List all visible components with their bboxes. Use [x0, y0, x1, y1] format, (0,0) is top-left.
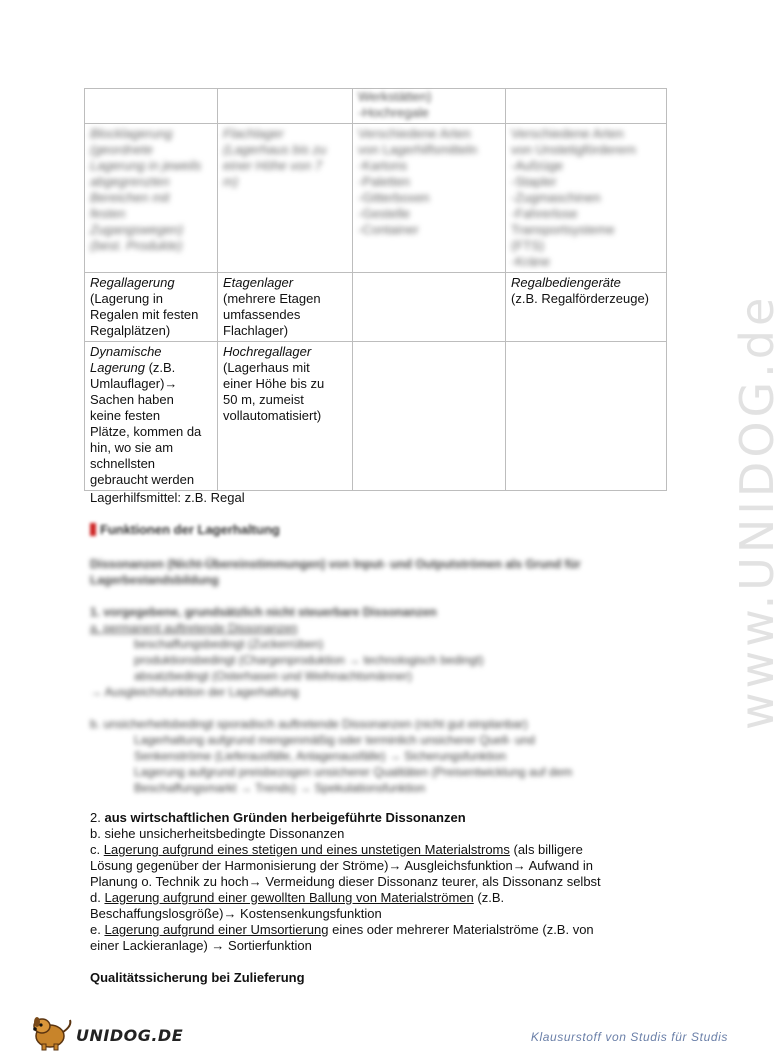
item-underlined: Lagerung aufgrund eines stetigen und eines unstetigen Materialstroms — [103, 842, 510, 857]
blurred-item-1b: b. unsicherheitsbedingt sporadisch auftretende Dissonanzen (nicht gut einplanbar) — [90, 717, 528, 731]
blurred-item-1a: a. permanent auftretende Dissonanzen — [90, 621, 298, 635]
blurred-line: Beschaffungsmarkt → Trends) → Spekulationsfunktion — [134, 781, 426, 795]
logo-text: UNIDOG.DE — [76, 1026, 184, 1045]
blurred-line: → Ausgleichsfunktion der Lagerhaltung — [90, 685, 299, 699]
item-e — [90, 922, 594, 938]
bullet-marker — [90, 523, 96, 536]
lagerhilfsmittel-text: Lagerhilfsmittel: z.B. Regal — [90, 490, 245, 505]
item-c-line-2: Lösung gegenüber der Harmonisierung der Ströme)→ Ausgleichsfunktion→ Aufwand in — [90, 858, 593, 873]
table-cell: Flachlager (Lagerhaus bis zu einer Höhe von 7 m) — [218, 124, 353, 273]
table-cell — [85, 342, 218, 491]
cell-title: Regallagerung — [90, 275, 175, 290]
table-cell — [353, 342, 506, 491]
item-rest: (z.B. — [473, 890, 505, 905]
table-row — [85, 124, 667, 273]
watermark-text: www.UNIDOG.de — [730, 293, 784, 730]
table-row — [85, 89, 667, 124]
table-cell — [218, 273, 353, 342]
item-d — [90, 890, 504, 906]
table-row — [85, 273, 667, 342]
cell-text: (z.B. Regalförderzeuge) — [511, 291, 650, 306]
table-cell — [506, 342, 667, 491]
table-cell — [85, 89, 218, 124]
section-2-title — [90, 810, 466, 826]
table-cell: Verschiedene Arten von Lagerhilfsmitteln -Kartons -Paletten -Gitterboxen -Gestelle -Container — [353, 124, 506, 273]
item-prefix: e. — [90, 922, 105, 937]
cell-title: Hochregallager — [223, 344, 312, 359]
table-cell — [218, 89, 353, 124]
section-number: 2. — [90, 810, 105, 825]
item-c — [90, 842, 583, 858]
footer-slogan: Klausurstoff von Studis für Studis — [530, 1030, 728, 1044]
blurred-item-1: 1. vorgegebene, grundsätzlich nicht steuerbare Dissonanzen — [90, 605, 437, 619]
item-prefix: d. — [90, 890, 105, 905]
item-underlined: Lagerung aufgrund einer Umsortierung — [104, 922, 329, 937]
table-cell: Werkstätten) -Hochregale — [353, 89, 506, 124]
blurred-line: Lagerung aufgrund preisbezogen unsicherer Qualitäten (Preisentwicklung auf dem — [134, 765, 573, 779]
section-title-text: aus wirtschaftlichen Gründen herbeigeführte Dissonanzen — [104, 810, 466, 825]
item-b: b. siehe unsicherheitsbedingte Dissonanzen — [90, 826, 345, 841]
section-heading — [90, 522, 280, 538]
item-rest: (als billigere — [509, 842, 583, 857]
table-cell — [85, 273, 218, 342]
dog-icon — [28, 1012, 78, 1052]
table-cell — [218, 342, 353, 491]
item-prefix: c. — [90, 842, 104, 857]
blurred-line: Senkenströme (Lieferausfälle, Anlagenausfälle) → Sicherungsfunktion — [134, 749, 507, 763]
cell-text: (mehrere Etagen umfassendes Flachlager) — [223, 291, 321, 338]
cell-title: Dynamische Lagerung — [90, 344, 162, 375]
item-d-line-2: Beschaffungslosgröße)→ Kostensenkungsfunktion — [90, 906, 382, 921]
table-cell — [506, 89, 667, 124]
cell-title: Etagenlager — [223, 275, 294, 290]
lager-table — [84, 88, 667, 491]
item-underlined: Lagerung aufgrund einer gewollten Ballung von Materialströmen — [104, 890, 474, 905]
blurred-line: Lagerhaltung aufgrund mengenmäßig oder terminlich unsicherer Quell- und — [134, 733, 535, 747]
watermark — [690, 280, 784, 730]
unidog-logo — [28, 1012, 184, 1052]
table-cell — [506, 273, 667, 342]
item-e-line-2: einer Lackieranlage) → Sortierfunktion — [90, 938, 312, 953]
item-c-line-3: Planung o. Technik zu hoch→ Vermeidung dieser Dissonanz teurer, als Dissonanz selbst — [90, 874, 601, 889]
table-row — [85, 342, 667, 491]
table-cell: Verschiedene Arten von Unstetigförderern -Aufzüge -Stapler -Zugmaschinen -Fahrerlose Transportsysteme (FTS) -Kräne — [506, 124, 667, 273]
blurred-line: produktionsbedingt (Chargenproduktion → technologisch bedingt) — [134, 653, 484, 667]
table-cell: Blocklagerung (geordnete Lagerung in jeweils abgegrenzten Bereichen mit festen Zugangswegen) (best. Produkte) — [85, 124, 218, 273]
qs-heading: Qualitätssicherung bei Zulieferung — [90, 970, 305, 985]
cell-text: (Lagerung in Regalen mit festen Regalplätzen) — [90, 291, 199, 338]
cell-text: (Lagerhaus mit einer Höhe bis zu 50 m, zumeist vollautomatisiert) — [223, 360, 325, 423]
heading-text: Funktionen der Lagerhaltung — [100, 522, 280, 537]
blurred-intro: Dissonanzen (Nicht-Übereinstimmungen) von Input- und Outputströmen als Grund für Lagerbestandsbildung — [90, 557, 581, 587]
cell-text: (z.B. Umlauflager)→ Sachen haben keine festen Plätze, kommen da hin, wo sie am schnellsten gebraucht werden — [90, 360, 202, 487]
item-rest: eines oder mehrerer Materialströme (z.B. von — [328, 922, 594, 937]
blurred-line: absatzbedingt (Osterhasen und Weihnachtsmänner) — [134, 669, 412, 683]
blurred-line: beschaffungsbedingt (Zuckerrüben) — [134, 637, 324, 651]
cell-title: Regalbediengeräte — [511, 275, 621, 290]
table-cell — [353, 273, 506, 342]
